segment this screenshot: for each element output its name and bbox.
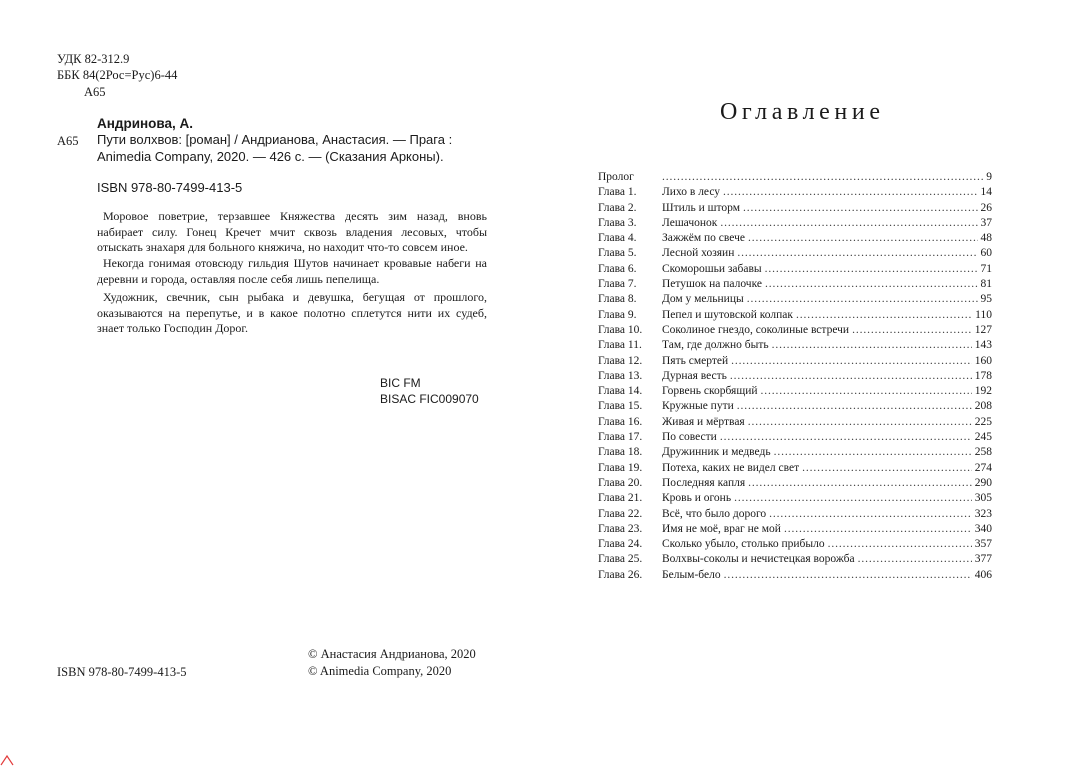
- toc-dot-leader: [772, 338, 972, 353]
- toc-dot-leader: [828, 537, 972, 552]
- toc-entry-label: Глава 22.: [598, 507, 643, 520]
- toc-entry-title: Последняя капля: [662, 476, 746, 489]
- toc-entry-label: Глава 24.: [598, 538, 643, 551]
- toc-entry-page: 127: [974, 323, 992, 336]
- table-of-contents: [598, 170, 992, 583]
- toc-entry-title: Кружные пути: [662, 400, 734, 413]
- toc-entry-label: Глава 18.: [598, 446, 643, 459]
- toc-entry-title: Сколько убыло, столько прибыло: [662, 538, 825, 551]
- toc-entry-page: 274: [974, 461, 992, 474]
- toc-entry-label: Глава 15.: [598, 400, 643, 413]
- toc-entry-title: Лесной хозяин: [662, 247, 735, 260]
- toc-entry-page: 245: [974, 431, 992, 444]
- toc-entry-label: Глава 7.: [598, 278, 637, 291]
- toc-entry-page: 9: [986, 171, 992, 183]
- toc-entry-page: 305: [974, 492, 992, 505]
- toc-entry-title: Дурная весть: [662, 369, 727, 382]
- toc-entry[interactable]: [598, 369, 992, 384]
- toc-dot-leader: [774, 445, 972, 460]
- toc-entry[interactable]: [598, 292, 992, 307]
- author-heading: Андринова, А.: [97, 116, 194, 131]
- toc-entry-title: Зажжём по свече: [662, 232, 745, 245]
- toc-entry-page: 37: [980, 216, 992, 229]
- toc-dot-leader: [731, 354, 972, 369]
- toc-entry-label: Глава 23.: [598, 522, 643, 535]
- toc-entry[interactable]: [598, 461, 992, 476]
- toc-entry-label: Глава 16.: [598, 415, 643, 428]
- toc-entry-title: Имя не моё, враг не мой: [662, 522, 781, 535]
- toc-entry-page: 323: [974, 507, 992, 520]
- toc-entry-label: Глава 17.: [598, 431, 643, 444]
- toc-dot-leader: [858, 552, 972, 567]
- toc-dot-leader: [761, 384, 972, 399]
- toc-entry-page: 48: [980, 232, 992, 245]
- toc-entry-page: 110: [975, 308, 992, 321]
- toc-dot-leader: [737, 246, 977, 261]
- toc-entry-label: Глава 6.: [598, 262, 637, 275]
- toc-entry[interactable]: [598, 277, 992, 292]
- toc-entry-title: Белым-бело: [662, 568, 721, 581]
- author-mark-top: А65: [84, 85, 106, 99]
- toc-entry[interactable]: [598, 537, 992, 552]
- toc-entry-label: Глава 3.: [598, 216, 637, 229]
- toc-dot-leader: [723, 185, 977, 200]
- toc-entry[interactable]: [598, 170, 992, 185]
- author-mark-left: А65: [57, 134, 79, 148]
- toc-entry[interactable]: [598, 216, 992, 231]
- toc-entry[interactable]: [598, 246, 992, 261]
- toc-dot-leader: [784, 522, 972, 537]
- toc-dot-leader: [737, 399, 972, 414]
- toc-entry[interactable]: [598, 399, 992, 414]
- toc-entry-label: Глава 10.: [598, 323, 643, 336]
- toc-entry-label: Глава 14.: [598, 385, 643, 398]
- toc-entry[interactable]: [598, 568, 992, 583]
- toc-entry-label: Глава 11.: [598, 339, 642, 352]
- toc-entry-label: Глава 1.: [598, 186, 637, 199]
- toc-dot-leader: [765, 262, 978, 277]
- toc-entry-label: Глава 25.: [598, 553, 643, 566]
- toc-entry-title: Волхвы-соколы и нечистецкая ворожба: [662, 553, 855, 566]
- toc-entry-title: Петушок на палочке: [662, 278, 762, 291]
- toc-entry-title: Горвень скорбящий: [662, 385, 758, 398]
- toc-dot-leader: [743, 201, 977, 216]
- toc-entry-title: Потеха, каких не видел свет: [662, 461, 800, 474]
- bic-code: BIC FM: [380, 376, 421, 390]
- toc-entry-label: Пролог: [598, 171, 634, 183]
- toc-entry-label: Глава 2.: [598, 201, 637, 214]
- toc-entry[interactable]: [598, 430, 992, 445]
- toc-entry[interactable]: [598, 231, 992, 246]
- toc-entry-page: 192: [974, 385, 992, 398]
- toc-entry-title: По совести: [662, 431, 717, 444]
- toc-entry-page: 225: [974, 415, 992, 428]
- toc-entry[interactable]: [598, 262, 992, 277]
- toc-dot-leader: [720, 430, 972, 445]
- toc-entry-page: 26: [980, 201, 992, 214]
- toc-entry-label: Глава 26.: [598, 568, 643, 581]
- toc-entry[interactable]: [598, 415, 992, 430]
- toc-entry-page: 340: [974, 522, 992, 535]
- toc-entry-title: Скоморошьи забавы: [662, 262, 762, 275]
- toc-dot-leader: [724, 568, 972, 583]
- toc-entry-label: Глава 13.: [598, 369, 643, 382]
- toc-entry[interactable]: [598, 491, 992, 506]
- toc-dot-leader: [747, 292, 978, 307]
- bbk-code: ББК 84(2Рос=Рус)6-44: [57, 68, 178, 82]
- annotation-paragraph: Моровое поветрие, терзавшее Княжества десять зим назад, вновь набирает силу. Гонец Кречет мчит сквозь владения лесовых, чтобы отыскать знахаря для больного княжича, но находит что-то совсем иное.: [97, 209, 487, 254]
- toc-entry-title: Соколиное гнездо, соколиные встречи: [662, 323, 850, 336]
- toc-entry[interactable]: [598, 354, 992, 369]
- toc-dot-leader: [748, 476, 972, 491]
- toc-dot-leader: [720, 216, 977, 231]
- toc-entry-page: 71: [980, 262, 992, 275]
- isbn-bottom: ISBN 978-80-7499-413-5: [57, 665, 187, 679]
- toc-dot-leader: [769, 507, 972, 522]
- bibliographic-record: Пути волхвов: [роман] / Андрианова, Анастасия. — Прага : Animedia Company, 2020. — 426 с. — (Сказания Арконы).: [97, 132, 453, 164]
- toc-entry-label: Глава 4.: [598, 232, 637, 245]
- toc-entry-page: 290: [974, 476, 992, 489]
- toc-entry-title: Пять смертей: [662, 354, 729, 367]
- toc-dot-leader: [852, 323, 972, 338]
- toc-entry-page: 377: [974, 553, 992, 566]
- toc-entry[interactable]: [598, 552, 992, 567]
- isbn-record: ISBN 978-80-7499-413-5: [97, 180, 243, 195]
- toc-entry-page: 258: [974, 446, 992, 459]
- copyright-author: © Анастасия Андрианова, 2020: [308, 647, 476, 661]
- toc-dot-leader: [662, 170, 983, 185]
- toc-entry[interactable]: [598, 338, 992, 353]
- toc-entry-page: 406: [974, 568, 992, 581]
- bisac-code: BISAC FIC009070: [380, 392, 479, 406]
- copyright-publisher: © Animedia Company, 2020: [308, 664, 452, 678]
- toc-entry-title: Живая и мёртвая: [662, 415, 745, 428]
- toc-entry[interactable]: [598, 201, 992, 216]
- toc-entry[interactable]: [598, 185, 992, 200]
- toc-dot-leader: [796, 308, 972, 323]
- toc-dot-leader: [765, 277, 978, 292]
- corner-crop-mark-icon: [0, 738, 14, 766]
- toc-entry-title: Пепел и шутовской колпак: [662, 308, 793, 321]
- toc-title: Оглавление: [720, 99, 885, 125]
- toc-entry-label: Глава 9.: [598, 308, 637, 321]
- toc-entry-title: Лихо в лесу: [662, 186, 721, 199]
- annotation-paragraph: Некогда гонимая отовсюду гильдия Шутов начинает кровавые набеги на деревни и города, оставляя после себя лишь пепелища.: [97, 256, 487, 286]
- toc-entry-label: Глава 19.: [598, 461, 643, 474]
- udk-code: УДК 82-312.9: [57, 52, 130, 66]
- toc-entry-title: Штиль и шторм: [662, 201, 741, 214]
- toc-entry[interactable]: [598, 384, 992, 399]
- toc-entry-title: Дом у мельницы: [662, 293, 744, 306]
- toc-entry[interactable]: [598, 476, 992, 491]
- toc-dot-leader: [748, 415, 972, 430]
- annotation-paragraph: Художник, свечник, сын рыбака и девушка, бегущая от прошлого, оказываются на перепутье, и в какое полотно сплетутся нити их судеб, знает только Господин Дорог.: [97, 290, 487, 335]
- toc-entry-label: Глава 12.: [598, 354, 643, 367]
- toc-entry-page: 208: [974, 400, 992, 413]
- toc-entry-page: 95: [980, 293, 992, 306]
- toc-entry-title: Лешачонок: [662, 216, 718, 229]
- toc-entry-page: 143: [974, 339, 992, 352]
- toc-entry-label: Глава 21.: [598, 492, 643, 505]
- toc-entry-page: 81: [980, 278, 992, 291]
- toc-entry-page: 160: [974, 354, 992, 367]
- toc-entry[interactable]: [598, 445, 992, 460]
- toc-entry-page: 178: [974, 369, 992, 382]
- toc-entry-title: Там, где должно быть: [662, 339, 769, 352]
- toc-dot-leader: [748, 231, 978, 246]
- toc-entry-title: Кровь и огонь: [662, 492, 732, 505]
- toc-entry-label: Глава 20.: [598, 476, 643, 489]
- toc-entry-label: Глава 5.: [598, 247, 637, 260]
- toc-dot-leader: [730, 369, 972, 384]
- toc-entry-page: 60: [980, 247, 992, 260]
- toc-entry-label: Глава 8.: [598, 293, 637, 306]
- toc-dot-leader: [802, 461, 972, 476]
- toc-entry-page: 14: [980, 186, 992, 199]
- toc-entry[interactable]: [598, 323, 992, 338]
- toc-entry[interactable]: [598, 507, 992, 522]
- toc-entry[interactable]: [598, 308, 992, 323]
- toc-entry[interactable]: [598, 522, 992, 537]
- toc-entry-title: Всё, что было дорого: [662, 507, 767, 520]
- toc-entry-title: Дружинник и медведь: [662, 446, 771, 459]
- toc-dot-leader: [734, 491, 972, 506]
- toc-entry-page: 357: [974, 538, 992, 551]
